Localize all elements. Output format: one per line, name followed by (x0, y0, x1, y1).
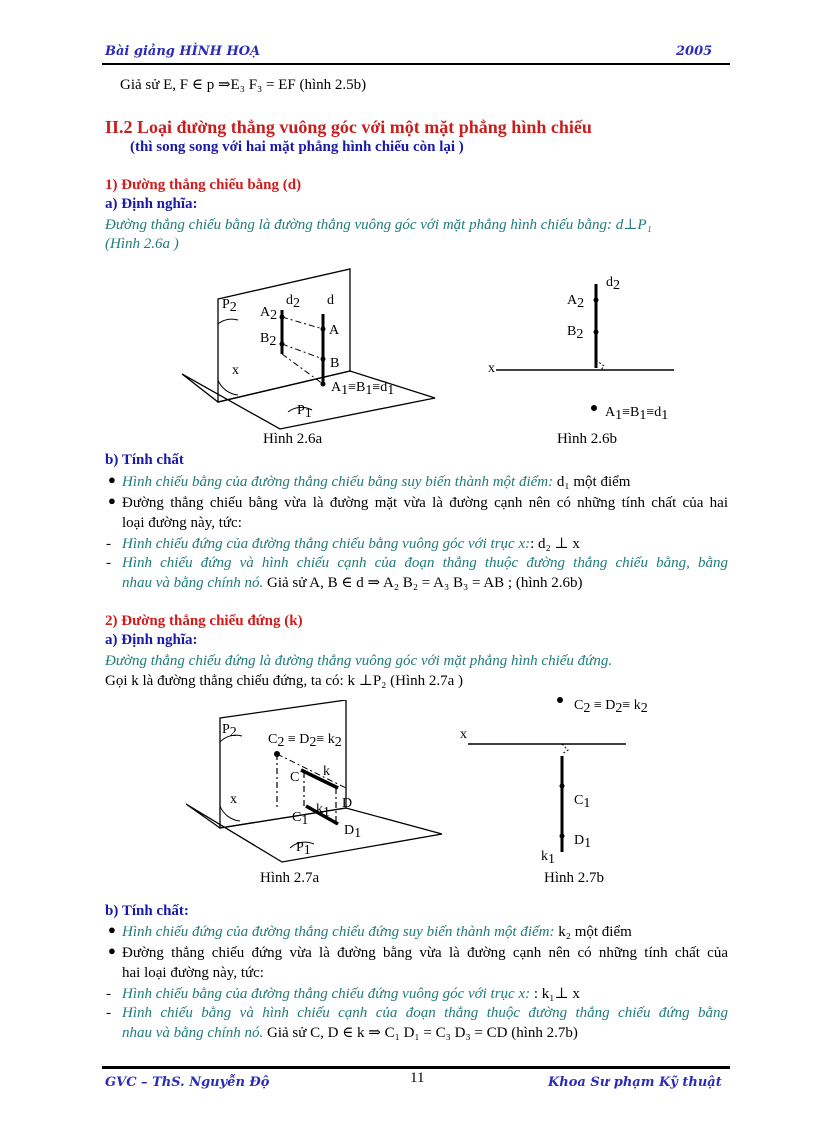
part2-dash2-rest: Giả sử C, D ∈ k ⇒ C₁ D₁ = C₃ D₃ = CD (hình 2.7b) (263, 1025, 578, 1041)
svg-text:C: C (290, 770, 300, 785)
svg-text:C1: C1 (292, 810, 309, 828)
svg-text:A1≡B1≡d1: A1≡B1≡d1 (605, 405, 669, 423)
part2-bullet1 (122, 923, 632, 941)
bullet-icon: ● (108, 922, 116, 937)
bullet-icon: ● (108, 493, 116, 508)
fig-2-7b-caption: Hình 2.7b (544, 870, 604, 886)
figure-2-6a (180, 262, 440, 430)
part2-prop-heading: b) Tính chất: (105, 903, 189, 919)
svg-text:A: A (329, 323, 340, 338)
part2-def-line2: Gọi k là đường thẳng chiếu đứng, ta có: k ⊥P₂ (Hình 2.7a ) (105, 673, 464, 689)
svg-text:x: x (460, 727, 467, 742)
svg-text:A1≡B1≡d1: A1≡B1≡d1 (331, 380, 395, 398)
part2-dash2-line2 (122, 1024, 578, 1042)
figure-2-7b (456, 690, 676, 866)
part2-dash1-rest: : k₁⊥ x (530, 986, 580, 1002)
part1-bullet1-italic: Hình chiếu bằng của đường thẳng chiếu bằng suy biến thành một điểm: (122, 474, 554, 490)
svg-text:D: D (342, 796, 353, 811)
part1-bullet1 (122, 473, 630, 491)
bullet-icon: ● (108, 472, 116, 487)
part2-dash2-italic: nhau và bằng chính nó. (122, 1025, 264, 1041)
svg-text:A2: A2 (567, 293, 585, 311)
part1-def-line1: Đường thẳng chiếu bằng là đường thẳng vuông góc với mặt phẳng hình chiếu bằng: d⊥P₁ (105, 217, 652, 233)
dash-marker: - (106, 536, 111, 552)
svg-text:B2: B2 (260, 331, 277, 349)
part2-def-heading: a) Định nghĩa: (105, 632, 198, 648)
svg-text:P2: P2 (222, 722, 237, 740)
footer-author: GVC – ThS. Nguyễn Độ (105, 1075, 270, 1090)
figure-2-7a (186, 700, 446, 870)
svg-text:C1: C1 (574, 793, 591, 811)
header-title: Bài giảng HÌNH HOẠ (105, 44, 261, 59)
fig-2-6b-caption: Hình 2.6b (557, 431, 617, 447)
svg-text:P1: P1 (296, 840, 311, 858)
section-subtitle: (thì song song với hai mặt phẳng hình chiếu còn lại ) (130, 139, 464, 155)
part2-bullet1-italic: Hình chiếu đứng của đường thẳng chiếu đứng suy biến thành một điểm: (122, 924, 555, 940)
part2-dash1-italic: Hình chiếu bằng của đường thẳng chiếu đứng vuông góc với trục x: (122, 986, 531, 1002)
part1-prop-heading: b) Tính chất (105, 452, 184, 468)
svg-text:B2: B2 (567, 324, 584, 342)
svg-text:P1: P1 (297, 403, 312, 421)
part1-dash1 (122, 535, 580, 553)
part1-def-line2: (Hình 2.6a ) (105, 236, 179, 252)
dash-marker: - (106, 1005, 111, 1021)
svg-text:B: B (330, 356, 340, 371)
svg-text:C2 ≡ D2≡ k2: C2 ≡ D2≡ k2 (268, 732, 342, 750)
svg-text:d: d (327, 293, 334, 308)
part1-dash2-italic: nhau và bằng chính nó. (122, 575, 264, 591)
svg-text:k1: k1 (541, 849, 555, 866)
svg-text:P2: P2 (222, 297, 237, 315)
footer-rule (102, 1066, 730, 1069)
svg-text:x: x (230, 792, 237, 807)
part1-dash2-line1: Hình chiếu đứng và hình chiếu cạnh của đoạn thẳng thuộc đường thẳng chiếu bằng, bằng (122, 555, 728, 571)
part1-heading: 1) Đường thẳng chiếu bằng (d) (105, 177, 302, 193)
header-rule (102, 63, 730, 65)
svg-text:D1: D1 (574, 833, 592, 851)
part2-heading: 2) Đường thẳng chiếu đứng (k) (105, 613, 303, 629)
part2-dash1 (122, 985, 580, 1003)
part1-bullet1-rest: d₁ một điểm (553, 474, 631, 490)
figure-2-6b (484, 270, 684, 426)
footer-faculty: Khoa Sư phạm Kỹ thuật (548, 1075, 722, 1090)
page-number: 11 (410, 1070, 425, 1086)
svg-text:k1: k1 (316, 802, 330, 820)
dash-marker: - (106, 555, 111, 571)
fig-2-6a-caption: Hình 2.6a (263, 431, 323, 447)
part2-def-line1: Đường thẳng chiếu đứng là đường thẳng vuông góc với mặt phẳng hình chiếu đứng. (105, 653, 613, 669)
svg-text:C2 ≡ D2≡ k2: C2 ≡ D2≡ k2 (574, 698, 648, 716)
svg-text:d2: d2 (286, 293, 300, 311)
bullet-icon: ● (108, 943, 116, 958)
part1-bullet2-line1: Đường thẳng chiếu bằng vừa là đường mặt vừa là đường cạnh nên có những tính chất của hai (122, 495, 728, 511)
part1-bullet2-line2: loại đường này, tức: (122, 515, 242, 531)
part1-def-heading: a) Định nghĩa: (105, 196, 198, 212)
part1-dash1-rest: : d₂ ⊥ x (530, 536, 580, 552)
part2-bullet2-line1: Đường thẳng chiếu đứng vừa là đường bằng vừa là đường cạnh nên có những tính chất của (122, 945, 728, 961)
svg-text:x: x (232, 363, 239, 378)
part1-dash2-line2 (122, 574, 582, 592)
svg-text:D1: D1 (344, 823, 362, 841)
part1-dash2-rest: Giả sử A, B ∈ d ⇒ A₂ B₂ = A₃ B₃ = AB ; (hình 2.6b) (263, 575, 583, 591)
part2-bullet2-line2: hai loại đường này, tức: (122, 965, 264, 981)
svg-text:A2: A2 (260, 305, 278, 323)
header-year: 2005 (676, 44, 713, 59)
part2-dash2-line1: Hình chiếu bằng và hình chiếu cạnh của đoạn thẳng thuộc đường thẳng chiếu đứng bằng (122, 1005, 728, 1021)
dash-marker: - (106, 986, 111, 1002)
part2-bullet1-rest: k₂ một điểm (554, 924, 632, 940)
part1-dash1-italic: Hình chiếu đứng của đường thẳng chiếu bằng vuông góc với trục x: (122, 536, 531, 552)
svg-text:d2: d2 (606, 275, 620, 293)
section-title: II.2 Loại đường thẳng vuông góc với một mặt phẳng hình chiếu (105, 117, 592, 137)
intro-line: Giả sử E, F ∈ p ⇒E₃ F₃ = EF (hình 2.5b) (120, 77, 367, 93)
fig-2-7a-caption: Hình 2.7a (260, 870, 320, 886)
svg-text:x: x (488, 361, 495, 376)
svg-text:k: k (323, 764, 330, 779)
